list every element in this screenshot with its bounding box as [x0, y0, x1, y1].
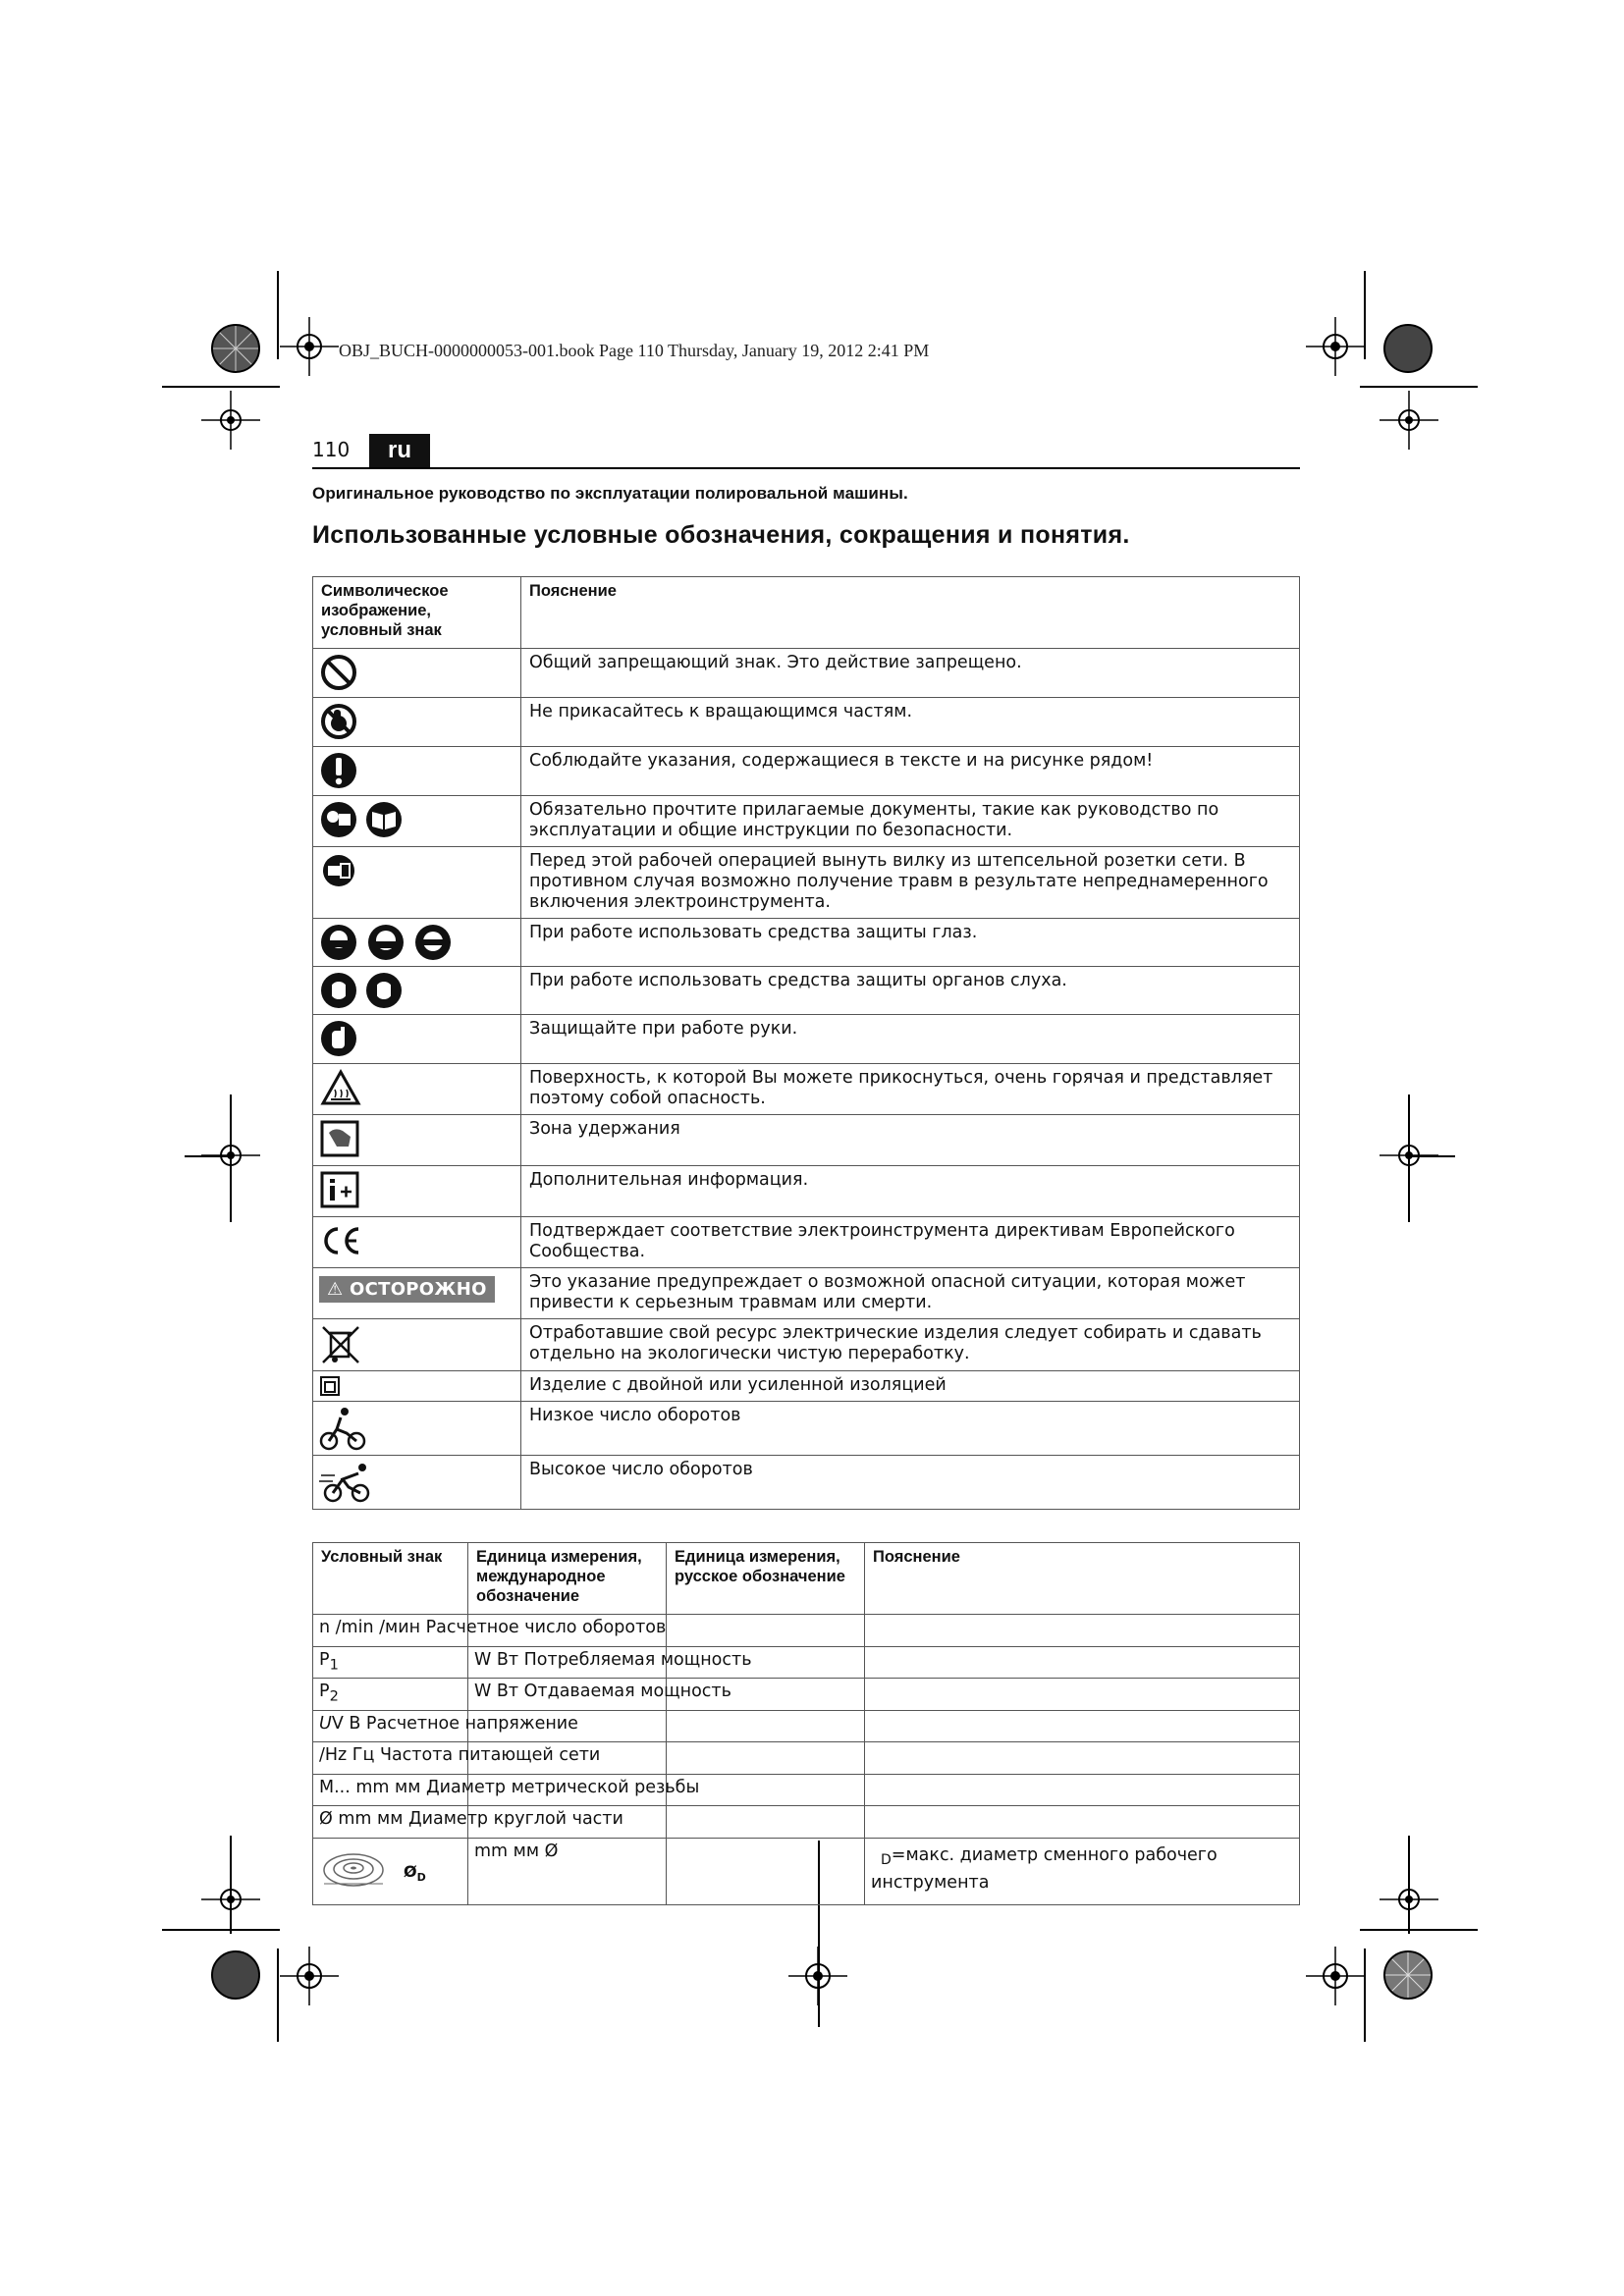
info-icon: [319, 1170, 360, 1209]
table-row: [313, 796, 1300, 847]
table-header-row: [313, 1543, 1300, 1615]
section-title: Использованные условные обозначения, сокращения и понятия.: [312, 521, 1130, 549]
read-manual-icon: [319, 800, 407, 839]
exclamation-icon: [319, 751, 358, 790]
row-text: При работе использовать средства защиты глаз.: [521, 919, 1300, 967]
header-rule: [312, 467, 1300, 469]
row-text: Низкое число оборотов: [521, 1402, 1300, 1456]
table-row: [313, 1710, 1300, 1742]
prohibition-icon: [319, 653, 358, 692]
table-row: [313, 698, 1300, 747]
row-label-sub: 2: [329, 1687, 339, 1705]
warning-badge-label: ОСТОРОЖНО: [350, 1279, 487, 1300]
row-text: Отработавшие свой ресурс электрические изделия следует собирать и сдавать отдельно на экологически чистую переработку.: [521, 1319, 1300, 1371]
table-row: [313, 1646, 1300, 1679]
row-text: При работе использовать средства защиты органов слуха.: [521, 967, 1300, 1015]
table-header-row: [313, 577, 1300, 649]
unplug-icon: [319, 851, 358, 890]
crosshair-mark-icon: [1306, 1947, 1365, 2005]
crosshair-mark-icon: [1380, 391, 1438, 450]
starburst-mark-icon: [206, 319, 265, 378]
row-label: P: [319, 1682, 330, 1701]
row-text: Изделие с двойной или усиленной изоляцией: [521, 1371, 1300, 1402]
ce-mark-icon: [319, 1221, 362, 1260]
table-row: [313, 1806, 1300, 1839]
table-row: [313, 1115, 1300, 1166]
row-label: P: [319, 1649, 330, 1670]
ear-protection-icon: [319, 971, 407, 1010]
double-insulation-icon: [319, 1375, 341, 1397]
fast-cyclist-icon: [319, 1460, 374, 1505]
row-text: Зона удержания: [521, 1115, 1300, 1166]
column-header-intl-unit: Единица измерения, международное обозначение: [468, 1543, 667, 1615]
row-text: Соблюдайте указания, содержащиеся в тексте и на рисунке рядом!: [521, 747, 1300, 796]
weee-bin-icon: [319, 1323, 362, 1366]
eye-protection-icon: [319, 923, 457, 962]
table-row: [313, 1319, 1300, 1371]
symbols-table: [312, 576, 1300, 1510]
row-text: Перед этой рабочей операцией вынуть вилку из штепсельной розетки сети. В противном случая возможно получение травм в результате непреднамеренного включения электроинструмента.: [521, 847, 1300, 919]
grip-zone-icon: [319, 1119, 360, 1158]
starburst-mark-icon: [1379, 319, 1437, 378]
table-row: [313, 1679, 1300, 1711]
row-text: W Вт Потребляемая мощность: [474, 1649, 752, 1670]
table-row: [313, 747, 1300, 796]
table-row: [313, 1217, 1300, 1268]
table-row: [313, 1615, 1300, 1647]
row-text: Дополнительная информация.: [521, 1166, 1300, 1217]
table-row: [313, 1268, 1300, 1319]
warning-badge: ⚠ ОСТОРОЖНО: [319, 1276, 495, 1303]
table-row: [313, 847, 1300, 919]
row-text: Это указание предупреждает о возможной опасной ситуации, которая может привести к серьезным травмам или смерти.: [521, 1268, 1300, 1319]
row-text: Высокое число оборотов: [521, 1456, 1300, 1510]
row-text: V В Расчетное напряжение: [331, 1713, 578, 1734]
no-touch-rotating-icon: [319, 702, 358, 741]
units-table: [312, 1542, 1300, 1905]
language-badge: ru: [369, 434, 430, 467]
hot-surface-icon: [319, 1068, 362, 1107]
table-row: [313, 1166, 1300, 1217]
row-text: W Вт Отдаваемая мощность: [474, 1682, 731, 1701]
column-header-explanation: Пояснение: [865, 1543, 1300, 1615]
table-row: [313, 1371, 1300, 1402]
page-number: 110: [312, 438, 351, 461]
table-row: [313, 1456, 1300, 1510]
row-text: =макс. диаметр сменного рабочего инструмента: [871, 1844, 1218, 1893]
row-text: Поверхность, к которой Вы можете прикоснуться, очень горячая и представляет поэтому собой опасность.: [521, 1064, 1300, 1115]
table-row: [313, 1402, 1300, 1456]
glove-icon: [319, 1019, 358, 1058]
slow-cyclist-icon: [319, 1406, 368, 1451]
row-text: Общий запрещающий знак. Это действие запрещено.: [521, 649, 1300, 698]
table-row: [313, 1774, 1300, 1806]
table-row: [313, 1742, 1300, 1775]
row-text: n /min /мин Расчетное число оборотов: [319, 1618, 667, 1637]
polishing-disc-icon: [319, 1841, 407, 1892]
table-row: [313, 967, 1300, 1015]
row-label-sub: 1: [329, 1656, 339, 1673]
crosshair-mark-icon: [201, 391, 260, 450]
table-row: [313, 1838, 1300, 1904]
crosshair-mark-icon: [1306, 317, 1365, 376]
table-row: [313, 649, 1300, 698]
row-text: M... mm мм Диаметр метрической резьбы: [319, 1777, 700, 1797]
row-text: Ø mm мм Диаметр круглой части: [319, 1809, 623, 1829]
crosshair-mark-icon: [280, 317, 339, 376]
table-row: [313, 1064, 1300, 1115]
row-text: Подтверждает соответствие электроинструмента директивам Европейского Сообщества.: [521, 1217, 1300, 1268]
disc-diameter-label: $Ø_D$: [404, 1861, 426, 1884]
column-header-symbol: Символическое изображение, условный знак: [313, 577, 521, 649]
row-text: mm мм Ø: [468, 1838, 667, 1904]
crosshair-mark-icon: [280, 1947, 339, 2005]
column-header-explanation: Пояснение: [521, 577, 1300, 649]
document-subtitle: Оригинальное руководство по эксплуатации полировальной машины.: [312, 484, 908, 503]
column-header-sign: Условный знак: [313, 1543, 468, 1615]
row-text: /Hz Гц Частота питающей сети: [319, 1745, 601, 1765]
table-row: [313, 919, 1300, 967]
starburst-mark-icon: [206, 1946, 265, 2004]
starburst-mark-icon: [1379, 1946, 1437, 2004]
row-text: Не прикасайтесь к вращающимся частям.: [521, 698, 1300, 747]
column-header-ru-unit: Единица измерения, русское обозначение: [667, 1543, 865, 1615]
diameter-sub: D: [881, 1852, 892, 1868]
table-row: [313, 1015, 1300, 1064]
row-text: Защищайте при работе руки.: [521, 1015, 1300, 1064]
book-header: OBJ_BUCH-0000000053-001.book Page 110 Thursday, January 19, 2012 2:41 PM: [339, 341, 930, 360]
row-label: U: [319, 1713, 332, 1734]
row-text: Обязательно прочтите прилагаемые документы, такие как руководство по эксплуатации и общие инструкции по безопасности.: [521, 796, 1300, 847]
